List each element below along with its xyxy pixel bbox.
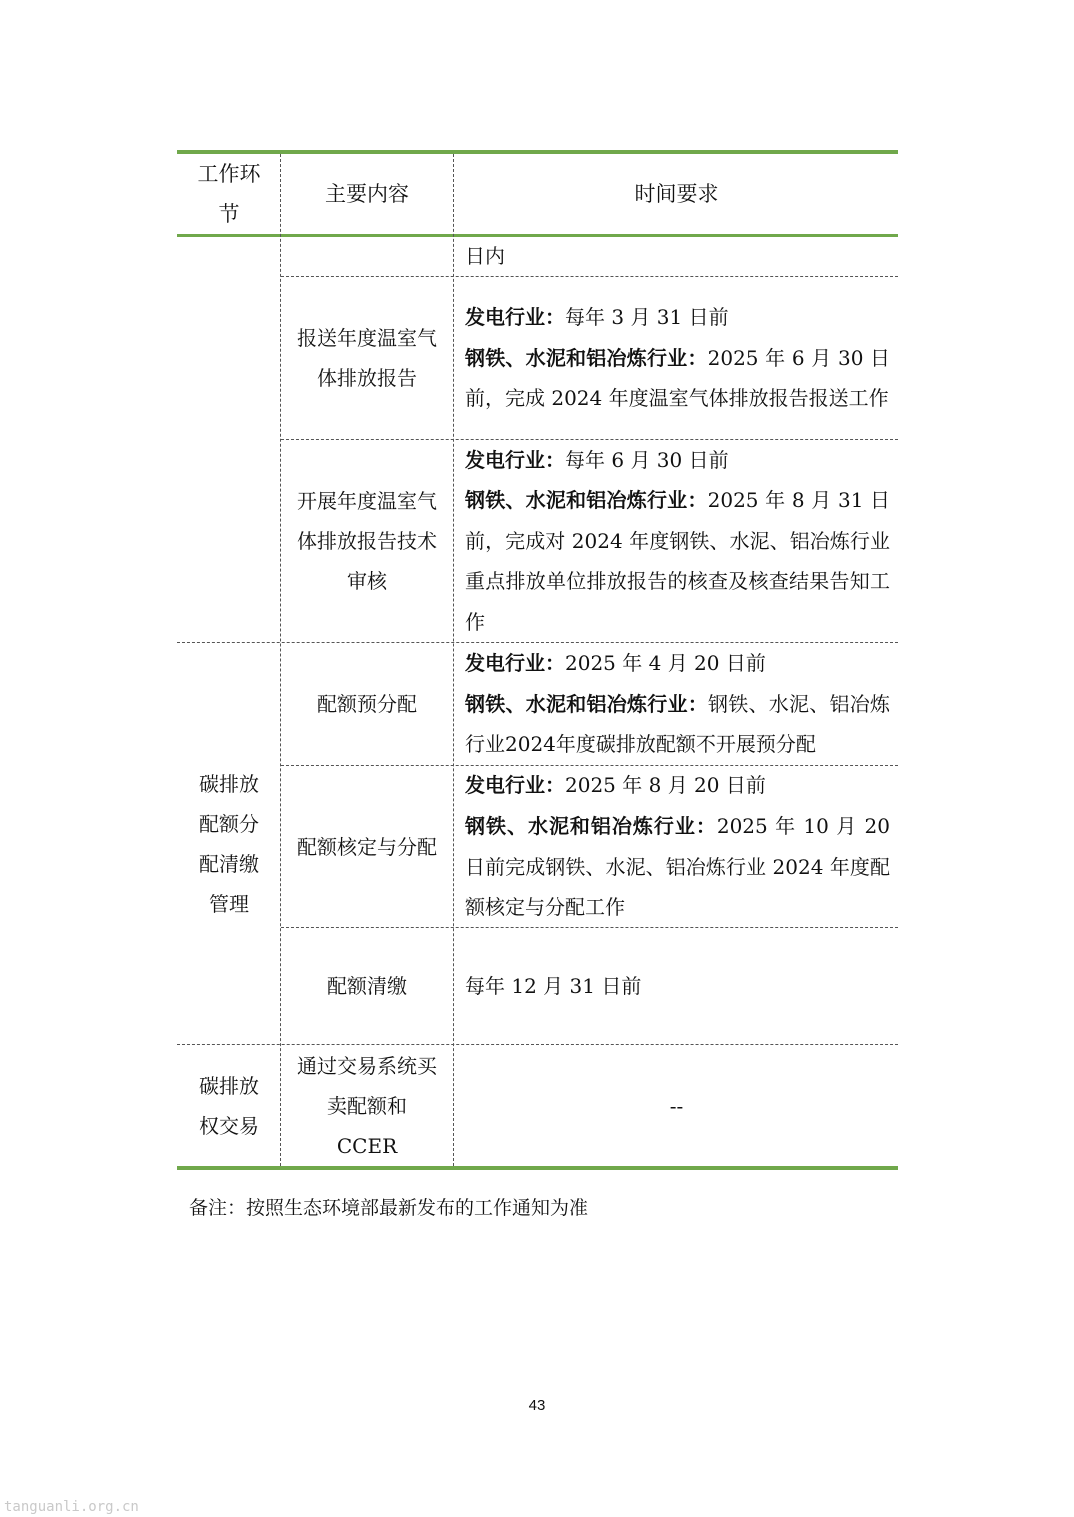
header-time: 时间要求	[634, 182, 719, 206]
header-stage: 工作环节	[197, 162, 261, 226]
column-divider	[280, 154, 281, 1166]
time-cell-continued: 日内	[465, 244, 505, 269]
time-allocation: 发电行业：2025 年 8 月 20 日前 钢铁、水泥和铝冶炼行业：2025 年 10 月 20 日前完成钢铁、水泥、铝冶炼行业 2024 年度配额核定与分配工作	[465, 773, 890, 920]
time-trading: --	[669, 1093, 684, 1118]
content-allocation: 配额核定与分配	[297, 834, 437, 859]
watermark: tanguanli.org.cn	[4, 1499, 139, 1515]
table-bottom-rule	[177, 1166, 898, 1170]
content-trading: 通过交易系统买卖配额和 CCER	[297, 1053, 437, 1158]
stage-trading: 碳排放权交易	[199, 1073, 259, 1138]
page-number: 43	[528, 1397, 546, 1414]
header-content: 主要内容	[325, 182, 409, 206]
stage-quota-management: 碳排放配额分配清缴管理	[199, 771, 259, 916]
footnote: 备注：按照生态环境部最新发布的工作通知为准	[189, 1197, 589, 1219]
column-divider	[453, 154, 454, 1166]
time-report: 发电行业：每年 3 月 31 日前 钢铁、水泥和铝冶炼行业：2025 年 6 月 30 日前，完成 2024 年度温室气体排放报告报送工作	[465, 305, 891, 411]
content-verify: 开展年度温室气体排放报告技术审核	[297, 489, 437, 593]
time-pre-allocation: 发电行业：2025 年 4 月 20 日前 钢铁、水泥和铝冶炼行业：钢铁、水泥、铝冶炼行业2024年度碳排放配额不开展预分配	[465, 651, 890, 757]
content-pre-allocation: 配额预分配	[317, 692, 417, 716]
content-report: 报送年度温室气体排放报告	[297, 326, 437, 390]
time-verify: 发电行业：每年 6 月 30 日前 钢铁、水泥和铝冶炼行业：2025 年 8 月 31 日前，完成对 2024 年度钢铁、水泥、铝冶炼行业重点排放单位排放报告的核查及核查结果告知工作	[465, 447, 891, 634]
time-settlement: 每年 12 月 31 日前	[465, 973, 642, 998]
content-settlement: 配额清缴	[327, 974, 407, 998]
